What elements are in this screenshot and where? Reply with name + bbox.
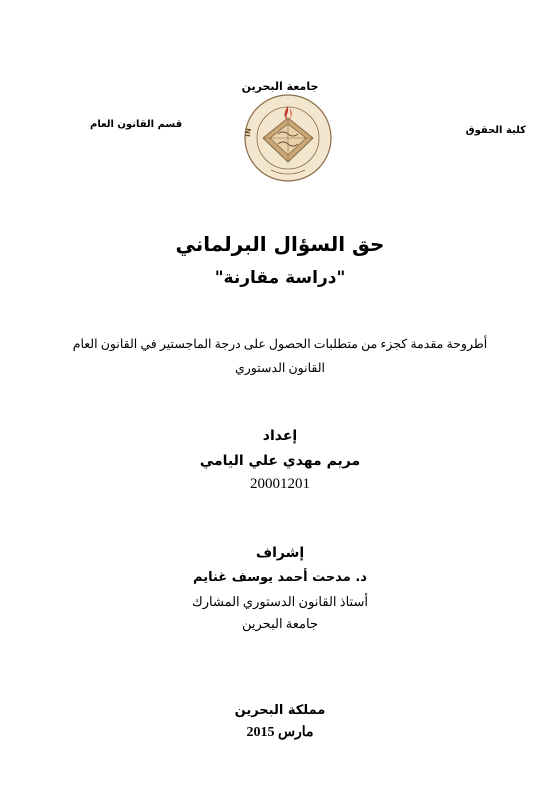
preparation-heading: إعداد	[262, 428, 298, 444]
thesis-description: أطروحة مقدمة كجزء من متطلبات الحصول على درجة الماجستير في القانون العام	[72, 337, 488, 351]
seal-text: IN	[244, 127, 254, 138]
student-id: 20001201	[250, 476, 310, 492]
supervision-heading: إشراف	[255, 545, 305, 561]
supervisor-name: د. مدحت أحمد يوسف غنايم	[193, 570, 367, 585]
submission-date: مارس 2015	[246, 725, 314, 740]
country-name: مملكة البحرين	[234, 703, 326, 718]
university-name: جامعة البحرين	[241, 80, 319, 93]
department-label: قسم القانون العام	[90, 119, 183, 130]
university-of-bahrain-seal-icon	[243, 92, 333, 184]
author-name: مريم مهدي علي اليامي	[199, 453, 361, 469]
supervisor-university: جامعة البحرين	[241, 616, 319, 631]
thesis-subtitle: "دراسة مقارنة"	[214, 268, 346, 288]
faculty-label: كلية الحقوق	[465, 125, 526, 136]
thesis-title: حق السؤال البرلماني	[175, 232, 385, 256]
supervisor-title: أستاذ القانون الدستوري المشارك	[192, 594, 368, 609]
thesis-specialization: القانون الدستوري	[234, 361, 326, 375]
